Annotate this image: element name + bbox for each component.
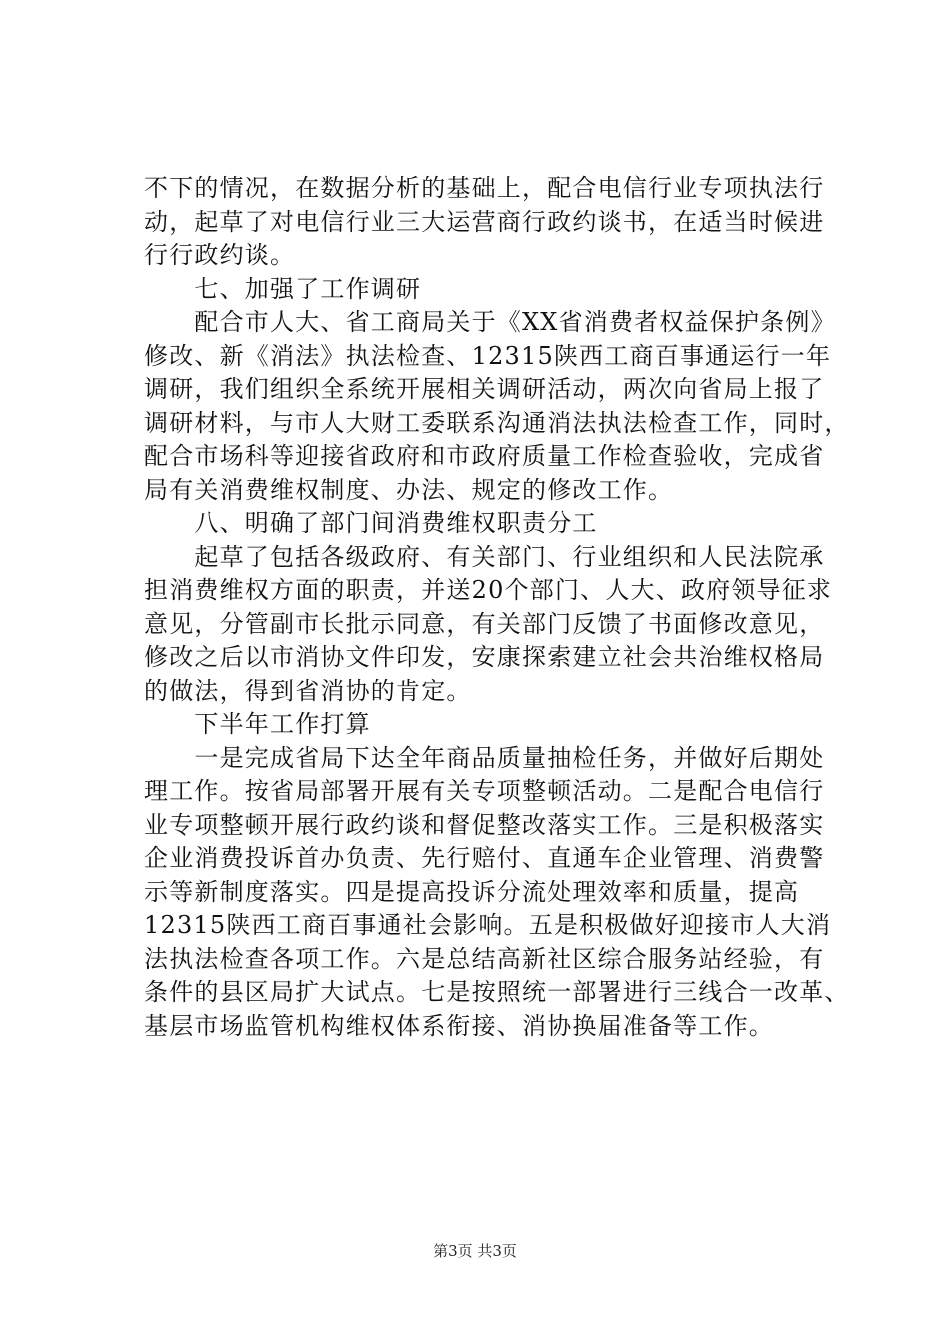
text-line: 一是完成省局下达全年商品质量抽检任务，并做好后期处: [144, 743, 825, 772]
text-line: 修改、新《消法》执法检查、12315陕西工商百事通运行一年: [144, 341, 832, 370]
text-line: 意见，分管副市长批示同意，有关部门反馈了书面修改意见，: [144, 609, 825, 638]
text-line: 条件的县区局扩大试点。七是按照统一部署进行三线合一改革、: [144, 978, 850, 1006]
text-line: 业专项整顿开展行政约谈和督促整改落实工作。三是积极落实: [144, 810, 825, 839]
text-line: 企业消费投诉首办负责、先行赔付、直通车企业管理、消费警: [144, 844, 825, 872]
text-line: 行行政约谈。: [144, 241, 296, 269]
text-line: 12315陕西工商百事通社会影响。五是积极做好迎接市人大消: [144, 911, 832, 939]
section-heading: 八、明确了部门间消费维权职责分工: [144, 509, 598, 537]
text-line: 动，起草了对电信行业三大运营商行政约谈书，在适当时候进: [144, 207, 825, 236]
text-line: 调研，我们组织全系统开展相关调研活动，两次向省局上报了: [144, 375, 825, 403]
text-line: 局有关消费维权制度、办法、规定的修改工作。: [144, 475, 674, 504]
document-body: [144, 172, 864, 1043]
text-line: 起草了包括各级政府、有关部门、行业组织和人民法院承: [144, 542, 825, 571]
section-heading: 七、加强了工作调研: [144, 274, 422, 303]
page-footer: 第3页 共3页: [433, 1242, 517, 1260]
text-line: 修改之后以市消协文件印发，安康探索建立社会共治维权格局: [144, 643, 825, 671]
text-line: 配合市场科等迎接省政府和市政府质量工作检查验收，完成省: [144, 442, 825, 470]
text-line: 示等新制度落实。四是提高投诉分流处理效率和质量，提高: [144, 877, 800, 906]
text-line: 调研材料，与市人大财工委联系沟通消法执法检查工作，同时，: [144, 408, 850, 437]
text-line: 的做法，得到省消协的肯定。: [144, 676, 472, 705]
text-line: 法执法检查各项工作。六是总结高新社区综合服务站经验，有: [144, 944, 825, 973]
text-line: 配合市人大、省工商局关于《XX省消费者权益保护条例》: [144, 308, 836, 336]
text-line: 基层市场监管机构维权体系衔接、消协换届准备等工作。: [144, 1011, 774, 1040]
text-line: 不下的情况，在数据分析的基础上，配合电信行业专项执法行: [144, 174, 825, 202]
section-heading: 下半年工作打算: [144, 710, 371, 738]
text-line: 理工作。按省局部署开展有关专项整顿活动。二是配合电信行: [144, 777, 825, 805]
text-line: 担消费维权方面的职责，并送20个部门、人大、政府领导征求: [144, 576, 833, 604]
